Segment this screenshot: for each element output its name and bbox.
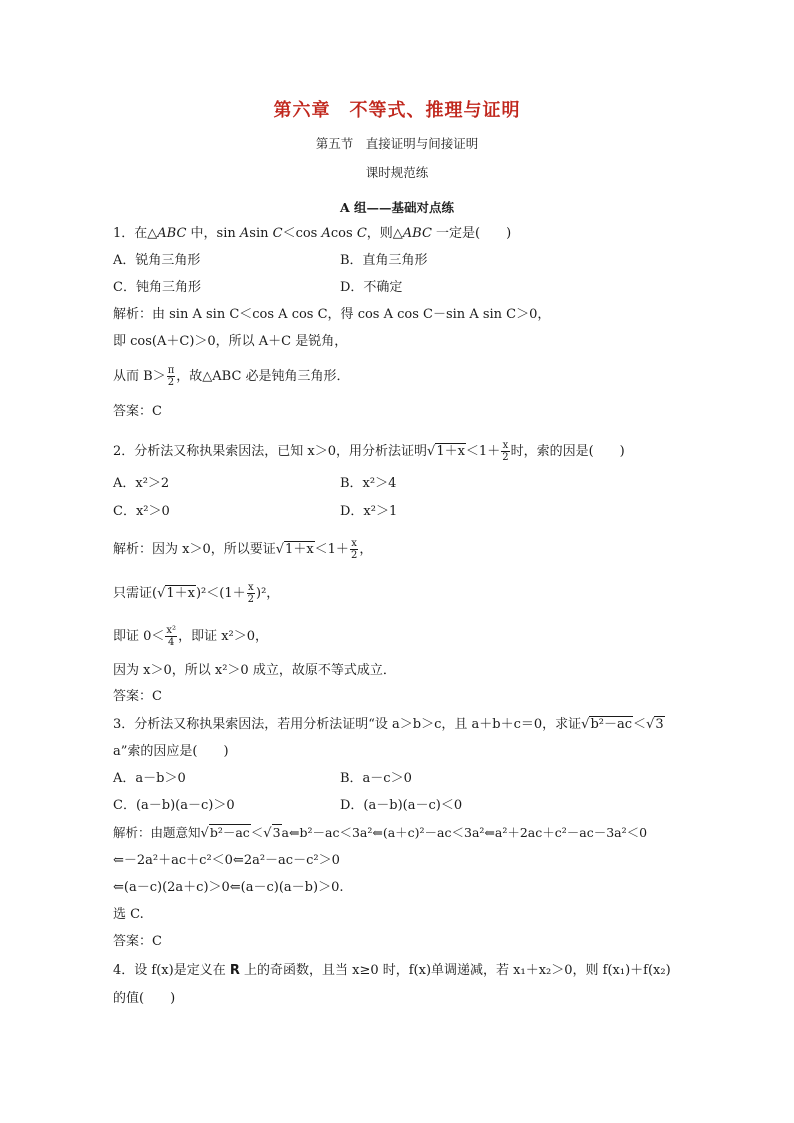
practice-title: 课时规范练 [365, 165, 429, 180]
q3-solution-2: ⇐－2a²＋ac＋c²＜0⇐2a²－ac－c²＞0 [113, 853, 340, 868]
q1-option-a: A．锐角三角形 [113, 253, 201, 268]
sqrt: √3 [263, 825, 281, 841]
q4-stem-1: 4．设 f(x)是定义在 R 上的奇函数，且当 x≥0 时，f(x)单调递减，若 x₁＋x₂＞0，则 f(x₁)＋f(x₂) [113, 963, 671, 978]
q3-option-d: D．(a－b)(a－c)＜0 [340, 798, 463, 813]
q3-option-a: A．a－b＞0 [113, 771, 186, 786]
q1-option-b: B．直角三角形 [340, 253, 428, 268]
sqrt: √b²－ac [581, 717, 633, 732]
q3-solution-3: ⇐(a－c)(2a＋c)＞0⇐(a－c)(a－b)＞0. [113, 880, 344, 895]
q1-option-c: C．钝角三角形 [113, 280, 201, 295]
q1-solution-2: 即 cos(A＋C)＞0，所以 A＋C 是锐角， [113, 334, 348, 349]
q4-stem-2: 的值( ) [113, 991, 176, 1006]
q2-solution-1: 解析：因为 x＞0，所以要证√1＋x＜1＋ $\frac{x}{2}$ ， [113, 538, 373, 561]
chapter-title: 第六章 不等式、推理与证明 [273, 100, 521, 121]
q1-solution-1: 解析：由 sin A sin C＜cos A cos C，得 cos A cos C－sin A sin C＞0， [113, 307, 551, 322]
q3-option-c: C．(a－b)(a－c)＞0 [113, 798, 235, 813]
q1-answer: 答案：C [113, 404, 162, 419]
q3-option-b: B．a－c＞0 [340, 771, 412, 786]
q1-option-d: D．不确定 [340, 280, 403, 295]
fraction: $\frac{x}{2}$ [247, 582, 254, 605]
q3-stem-1: 3．分析法又称执果索因法，若用分析法证明“设 a＞b＞c，且 a＋b＋c＝0，求证√b²－ac＜√3 [113, 717, 664, 732]
q2-option-d: D．x²＞1 [340, 504, 398, 519]
group-title: A 组——基础对点练 [339, 200, 455, 215]
section-title: 第五节 直接证明与间接证明 [315, 136, 479, 151]
q2-option-c: C．x²＞0 [113, 504, 170, 519]
sqrt: √1＋x [427, 444, 465, 459]
sqrt: √1＋x [157, 586, 195, 601]
fraction: $\frac{x}{2}$ [350, 538, 358, 561]
q2-option-a: A．x²＞2 [113, 476, 170, 491]
q3-answer: 答案：C [113, 934, 162, 949]
q2-solution-2: 只需证(√1＋x)²＜(1＋ $\frac{x}{2}$ )²， [113, 582, 280, 605]
q3-stem-2: a”索的因应是( ) [113, 744, 229, 759]
sqrt: √b²－ac [200, 825, 250, 841]
sqrt: √3 [646, 717, 664, 732]
fraction: $\frac{\pi}{2}$ [167, 365, 175, 388]
fraction: $\frac{x}{2}$ [502, 440, 509, 463]
q2-solution-4: 因为 x＞0，所以 x²＞0 成立，故原不等式成立． [113, 663, 396, 678]
q1-stem: 1．在△ABC 中，sin Asin C＜cos Acos C，则△ABC 一定是( ) [113, 226, 512, 241]
q1-solution-3: 从而 B＞ $\frac{\pi}{2}$ ，故△ABC 必是钝角三角形． [113, 365, 350, 388]
q3-solution-4: 选 C. [113, 907, 144, 922]
q3-solution-1: 解析：由题意知√b²－ac＜√3a⇐b²－ac＜3a²⇐(a＋c)²－ac＜3a²⇐a²＋2ac＋c²－ac－3a²＜0 [113, 825, 648, 841]
q2-solution-3: 即证 0＜ $\frac{\text{x²}}{4}$ ，即证 x²＞0， [113, 625, 269, 648]
fraction: $\frac{\text{x²}}{4}$ [166, 625, 177, 648]
q2-option-b: B．x²＞4 [340, 476, 397, 491]
q2-stem: 2．分析法又称执果索因法，已知 x＞0，用分析法证明√1＋x＜1＋ $\frac{x}{2}$ 时，索的因是( ) [113, 440, 625, 463]
sqrt: √1＋x [275, 542, 314, 557]
q2-answer: 答案：C [113, 689, 162, 704]
